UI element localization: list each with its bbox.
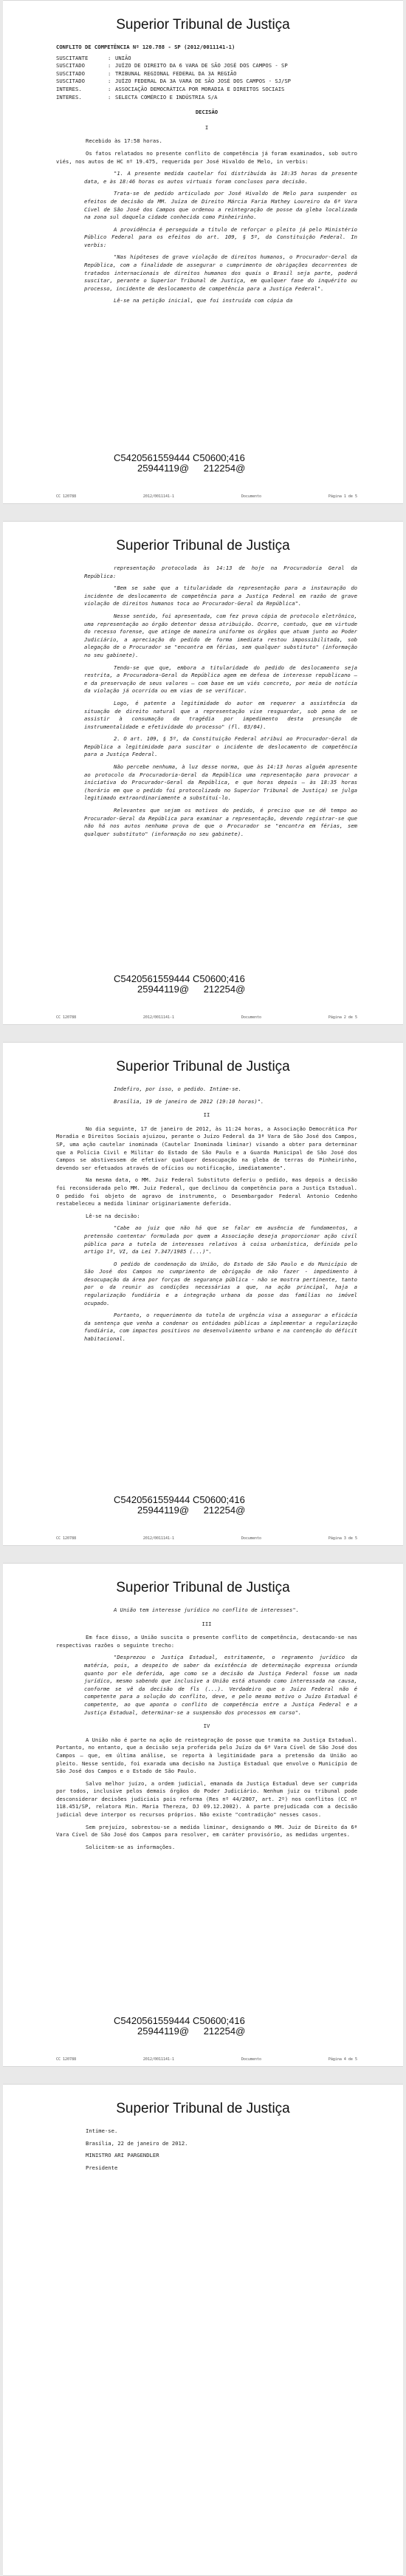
paragraph: Na mesma data, o MM. Juiz Federal Substituto deferiu o pedido, mas depois a decisão foi reconsiderada pelo MM. Juiz Federal, que declinou da competência para a Justiça Estadual. O pedido foi objeto de agravo de instrumento, o Desembargador Federal Antonio Cedenho restabeleceu a medida liminar originariamente deferida. bbox=[56, 1176, 357, 1207]
page-footer: CC 120788 2012/0011141-1 Documento Página 4 de 5 bbox=[56, 2057, 357, 2062]
document-page-4 bbox=[3, 1563, 403, 2067]
section-number: IV bbox=[203, 1723, 210, 1730]
paragraph: Salvo melhor juízo, a ordem judicial, emanada da Justiça Estadual deve ser cumprida por todos, inclusive pelos demais órgãos do Poder Judiciário. Nenhum juiz ou tribunal pode desconsiderar decisões judiciais pois reforma (Res nº 44/2007, art. 2º) nos conflitos (CC nº 118.451/SP, relatora Min. Maria Thereza, DJ 09.12.2002). A parte prejudicada com a decisão judicial deve interpor os recursos próprios. Não existe "contradição" nesses casos. bbox=[56, 1779, 357, 1819]
quoted-paragraph: representação protocolada às 14:13 de hoje na Procuradoria Geral da República: bbox=[84, 565, 357, 579]
document-page-2 bbox=[3, 521, 403, 1025]
quoted-paragraph: "Nas hipóteses de grave violação de direitos humanos, o Procurador-Geral da República, com a finalidade de assegurar o cumprimento de obrigações decorrentes de tratados internacionais de direitos humanos dos quais o Brasil seja parte, poderá suscitar, perante o Superior Tribunal de Justiça, em qualquer fase do inquérito ou processo, incidente de deslocamento de competência para a Justiça Federal". bbox=[84, 253, 357, 292]
quoted-paragraph: Brasília, 19 de janeiro de 2012 (19:10 horas)". bbox=[114, 1097, 264, 1105]
court-header: Superior Tribunal de Justiça bbox=[116, 1580, 290, 1595]
document-barcode-text: C5420561559444 C50600;416 25944119@ 212254@ bbox=[114, 1494, 246, 1516]
page-body bbox=[3, 565, 403, 838]
quoted-paragraph: Nesse sentido, foi apresentada, com fez prova cópia de protocolo eletrônico, uma representação ao órgão detentor dessa atribuição. Ocorre, contudo, que em virtude do recesso forense, que atinge de maneira uniforme os órgãos que atuam junto ao Poder Judiciário, a apreciação do pedido de forma imediata restou impossibilitada, sob alegação de o Procurador se "encontra em férias, sem qualquer substituto" (informação no seu gabinete). bbox=[84, 612, 357, 658]
page-body bbox=[3, 1606, 403, 1851]
paragraph: A União não é parte na ação de reintegração de posse que tramita na Justiça Estadual. Portanto, no entanto, que a decisão seja proferida pelo Juízo da 6ª Vara Cível de São José dos Campos — que, em última análise, se reporta à legitimidade para a pretensão da União ao pleito. Nesse sentido, foi exarada uma decisão na Justiça Estadual que envolve o Município de São José dos Campos e o Estado de São Paulo. bbox=[56, 1736, 357, 1775]
party-row: SUSCITADO : TRIBUNAL REGIONAL FEDERAL DA 3A REGIÃO bbox=[56, 70, 357, 78]
party-role: INTERES. bbox=[56, 85, 82, 92]
quoted-paragraph: O pedido de condenação da União, do Estado de São Paulo e do Município de São José dos Campos no cumprimento de obrigação de não fazer - impedimento à desocupação da área por forças de segurança pública - não se mostra pertinente, tanto por o da reunir as condições necessárias a que, na ação principal, haja a regularização fundiária e a integração urbana da posse das famílias no imóvel ocupado. bbox=[84, 1260, 357, 1306]
page-body bbox=[3, 2127, 403, 2172]
quoted-paragraph: Trata-se de pedido articulado por José Hivaldo de Melo para suspender os efeitos de decisão da MM. Juíza de Direito Márcia Faria Mathey Loureiro da 6ª Vara Cível de São José dos Campos que ordenou a reintegração de posse da gleba localizada na zona sul daquela cidade conhecida como Pinheirinho. bbox=[84, 190, 357, 221]
quoted-paragraph: A União tem interesse jurídico no conflito de interesses". bbox=[114, 1606, 299, 1613]
document-barcode-text: C5420561559444 C50600;416 25944119@ 212254@ bbox=[114, 452, 246, 474]
party-role: SUSCITANTE bbox=[56, 54, 89, 61]
paragraph: No dia seguinte, 17 de janeiro de 2012, às 11:24 horas, a Associação Democrática Por Moradia e Direitos Sociais ajuizou, perante o Juízo Federal da 3ª Vara de São José dos Campos, SP, uma ação cautelar inominada (Cautelar Inominada liminar) visando a obter para determinar que a Polícia Civil e Militar do Estado de São Paulo e a Guarda Municipal de São José dos Campos se abstivessem de efetivar qualquer desocupação na gleba de terras do Pinheirinho, devendo ser efetuados através de ofícios ou notificação, imediatamente". bbox=[56, 1125, 357, 1171]
document-barcode-text: C5420561559444 C50600;416 25944119@ 212254@ bbox=[114, 2015, 246, 2037]
court-header: Superior Tribunal de Justiça bbox=[116, 538, 290, 553]
page-body bbox=[3, 1086, 403, 1343]
document-page-3 bbox=[3, 1042, 403, 1546]
quoted-paragraph: Não percebe nenhuma, à luz desse norma, que às 14:13 horas alguém apresente ao protocolo da Procuradoria-Geral da República uma representação para provocar a iniciativa do Procurador-Geral da República, e que horas depois — às 18:35 horas (horário em que o pedido foi protocolizado no Superior Tribunal de Justiça) se julga legitimado extraordinariamente a substituí-lo. bbox=[84, 763, 357, 802]
party-role: SUSCITADO bbox=[56, 62, 85, 69]
page-body bbox=[3, 44, 403, 305]
party-value: TRIBUNAL REGIONAL FEDERAL DA 3A REGIÃO bbox=[115, 69, 237, 77]
quoted-paragraph: "Cabe ao juiz que não há que se falar em ausência de fundamentos, a pretensão contentar formulada por quem a Associação deseja proporcionar ação civil pública para a tutela de interesses relativos à coisa urbanística, definida pelo artigo 1º, VI, da Lei 7.347/1985 (...)". bbox=[84, 1224, 357, 1255]
document-page-1 bbox=[3, 0, 403, 504]
quoted-paragraph: "Bem se sabe que a titularidade da representação para a instauração do incidente de deslocamento de competência para a Justiça Federal em razão de grave violação de direitos humanos toca ao Procurador-Geral da República". bbox=[84, 585, 357, 607]
quoted-paragraph: Indefiro, por isso, o pedido. Intime-se. bbox=[114, 1086, 242, 1092]
quoted-paragraph: Portanto, o requerimento da tutela de urgência visa a assegurar a eficácia da sentença que venha a condenar os entidades públicas a implementar a regularização fundiária, com impactos positivos no desenvolvimento urbano e na contenção do déficit habitacional. bbox=[84, 1312, 357, 1343]
paragraph: Solicitem-se as informações. bbox=[86, 1843, 176, 1850]
parties-list bbox=[56, 55, 357, 102]
quoted-paragraph: Tendo-se que que, embora a titularidade do pedido de deslocamento seja restrita, a Procuradora-Geral da República agem em defesa de interesse republicano — e da preservação de seus valores — com base em um viés concreto, por meio de notícia da violação já ocorrida ou em vias de se verificar. bbox=[84, 664, 357, 695]
paragraph: Os fatos relatados no presente conflito de competência já foram examinados, sob outro viés, nos autos de HC nº 19.475, requerida por José Hivaldo de Melo, in verbis: bbox=[56, 149, 357, 165]
paragraph: Recebido às 17:58 horas. bbox=[86, 137, 162, 145]
quoted-paragraph: 2. O art. 109, § 5º, da Constituição Federal atribui ao Procurador-Geral da República a legitimidade para suscitar o incidente de deslocamento de competência para a Justiça Federal. bbox=[84, 735, 357, 758]
document-page-5 bbox=[3, 2084, 403, 2576]
case-caption: CONFLITO DE COMPETÊNCIA Nº 120.788 - SP (2012/0011141-1) bbox=[56, 44, 235, 50]
paragraph: Sem prejuízo, sobrestou-se a medida liminar, designando o MM. Juiz de Direito da 6ª Vara Cível de São José dos Campos para resolver, em caráter provisório, as medidas urgentes. bbox=[56, 1823, 357, 1839]
quoted-paragraph: Lê-se na petição inicial, que foi instruída com cópia da bbox=[114, 297, 293, 304]
party-row: SUSCITADO : JUÍZO DE DIREITO DA 6 VARA DE SÃO JOSÉ DOS CAMPOS - SP bbox=[56, 62, 357, 70]
decision-title: DECISÃO bbox=[195, 109, 219, 116]
page-footer: CC 120788 2012/0011141-1 Documento Página 1 de 5 bbox=[56, 494, 357, 499]
quoted-paragraph: "Desprezou o Justiça Estadual, estritamente, o regramento jurídico da matéria, pois, a despeito de saber da existência de determinação expressa oriunda quanto por ele deferida, age como se a decisão da Justiça Federal fosse um nada jurídico, mesmo sabendo que inclusive a União está atuando como interessada na causa, conforme se vê da decisão de fls (...). Verdadeiro que o Juízo Federal não é competente para a solução do conflito, deve, e pelo mesmo motivo o Juízo Estadual é competente, ao que aponta o conflito de competência entre a Justiça Federal e a Justiça Estadual, determinar-se a suspensão dos processos em curso". bbox=[84, 1654, 357, 1716]
party-role: INTERES. bbox=[56, 93, 82, 100]
party-value: ASSOCIAÇÃO DEMOCRÁTICA POR MORADIA E DIREITOS SOCIAIS bbox=[115, 85, 285, 92]
party-row: SUSCITANTE : UNIÃO bbox=[56, 55, 357, 63]
party-row: INTERES. : SELECTA COMÉRCIO E INDÚSTRIA S/A bbox=[56, 94, 357, 102]
paragraph: Em face disso, a União suscita o presente conflito de competência, destacando-se nas respectivas razões o seguinte trecho: bbox=[56, 1634, 357, 1649]
party-value: JUÍZO FEDERAL DA 3A VARA DE SÃO JOSÉ DOS CAMPOS - SJ/SP bbox=[115, 78, 291, 85]
paragraph: Brasília, 22 de janeiro de 2012. bbox=[86, 2139, 188, 2147]
signature-name: MINISTRO ARI PARGENDLER bbox=[86, 2152, 159, 2159]
quoted-paragraph: "1. A presente medida cautelar foi distribuída às 18:35 horas da presente data, e às 18:46 horas os autos virtuais foram conclusos para decisão. bbox=[84, 170, 357, 185]
party-value: SELECTA COMÉRCIO E INDÚSTRIA S/A bbox=[115, 93, 218, 100]
party-role: SUSCITADO bbox=[56, 69, 85, 77]
party-value: JUÍZO DE DIREITO DA 6 VARA DE SÃO JOSÉ DOS CAMPOS - SP bbox=[115, 62, 288, 69]
quoted-paragraph: Logo, é patente a legitimidade do autor em requerer a assistência da situação de direito natural que a representação vise resguardar, sob pena de se assistir à consumação da tragédia por impedimento desta presunção de instrumentalidade e efetividade do processo" (fl. 03/04). bbox=[84, 699, 357, 730]
section-number: III bbox=[202, 1620, 212, 1627]
party-row: INTERES. : ASSOCIAÇÃO DEMOCRÁTICA POR MORADIA E DIREITOS SOCIAIS bbox=[56, 86, 357, 94]
page-footer: CC 120788 2012/0011141-1 Documento Página 2 de 5 bbox=[56, 1015, 357, 1020]
section-number: I bbox=[204, 123, 209, 131]
quoted-paragraph: A providência é perseguida a título de reforçar o pleito já pelo Ministério Público Federal para os efeitos do art. 109, § 5º, da Constituição Federal. In verbis: bbox=[84, 225, 357, 248]
signature-title: Presidente bbox=[86, 2164, 118, 2171]
party-value: UNIÃO bbox=[115, 54, 131, 61]
party-role: SUSCITADO bbox=[56, 78, 85, 85]
document-barcode-text: C5420561559444 C50600;416 25944119@ 212254@ bbox=[114, 973, 246, 995]
page-footer: CC 120788 2012/0011141-1 Documento Página 3 de 5 bbox=[56, 1536, 357, 1541]
court-header: Superior Tribunal de Justiça bbox=[116, 1059, 290, 1074]
paragraph: Lê-se na decisão: bbox=[86, 1212, 140, 1219]
quoted-paragraph: Relevantes que sejam os motivos do pedido, é preciso que se dê tempo ao Procurador-Geral da República para examinar a representação, devendo registrar-se que não há nos autos nenhuma prova de que o Procurador se "encontra em férias, sem qualquer substituto" (informação no seu gabinete). bbox=[84, 807, 357, 837]
court-header: Superior Tribunal de Justiça bbox=[116, 2101, 290, 2116]
section-number: II bbox=[203, 1111, 210, 1119]
paragraph: Intime-se. bbox=[86, 2127, 118, 2134]
party-row: SUSCITADO : JUÍZO FEDERAL DA 3A VARA DE SÃO JOSÉ DOS CAMPOS - SJ/SP bbox=[56, 78, 357, 86]
court-header: Superior Tribunal de Justiça bbox=[116, 17, 290, 33]
